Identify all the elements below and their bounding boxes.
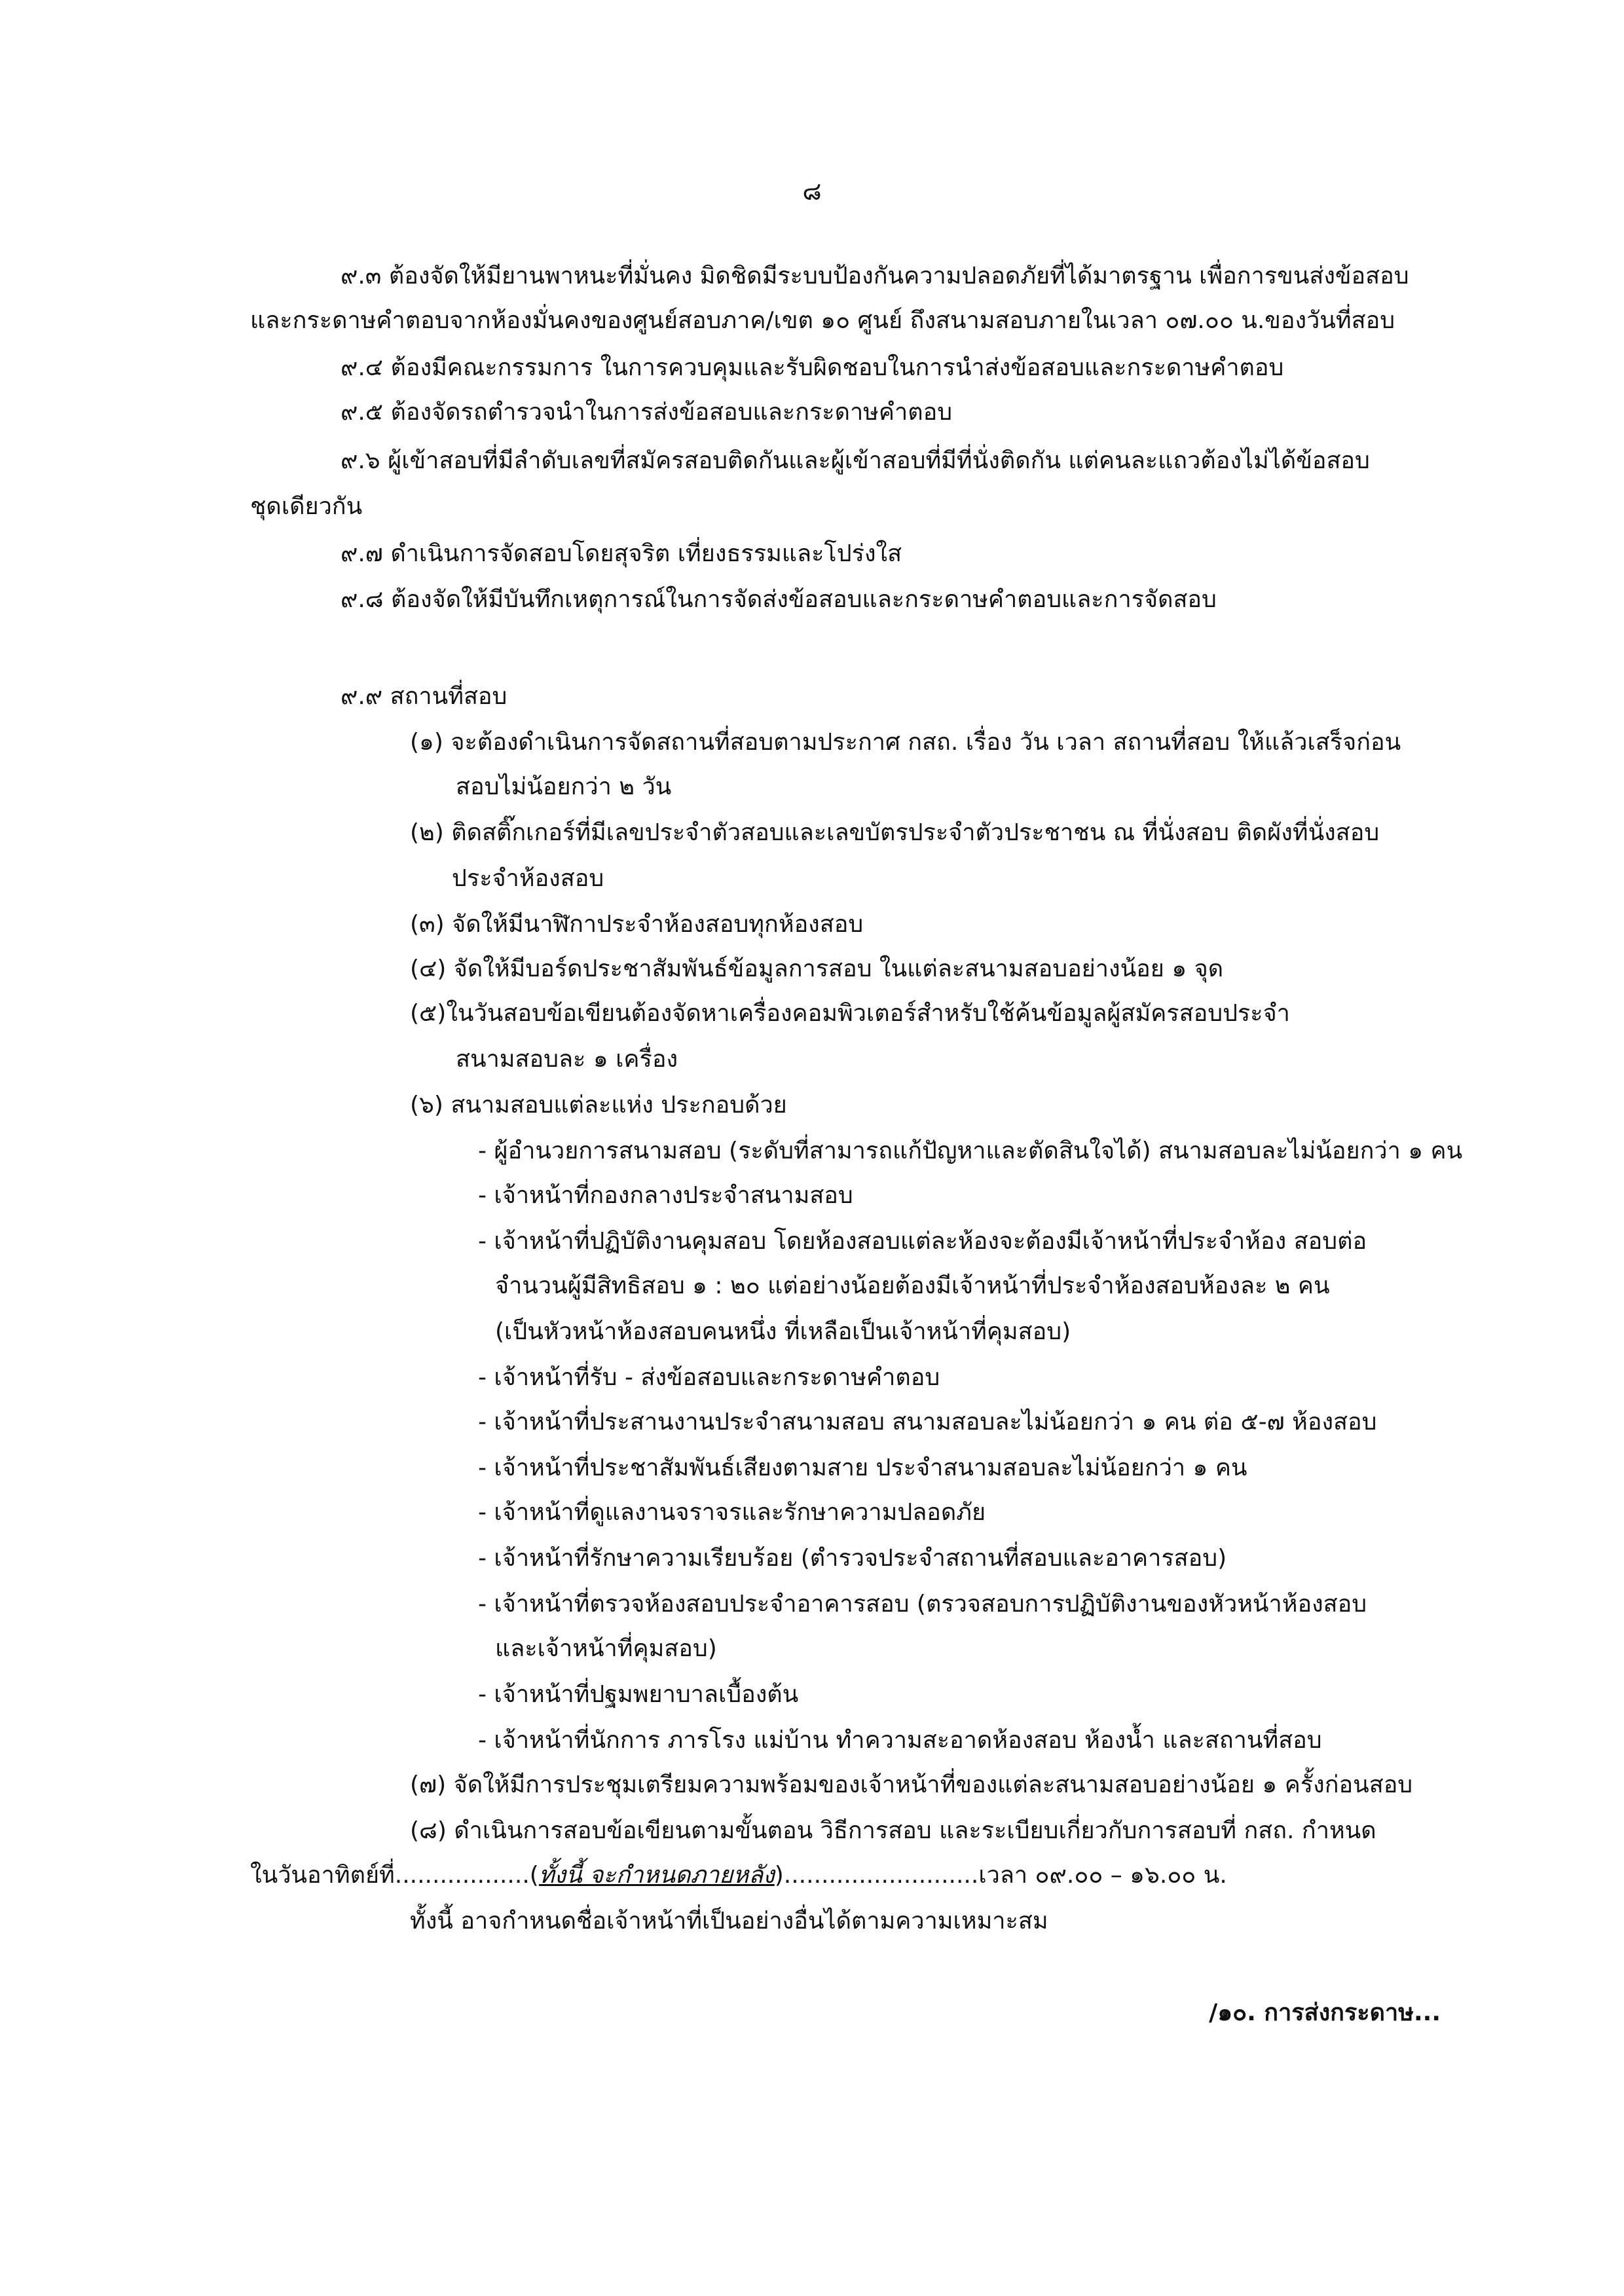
sub-item-8-line-1: (๘) ดำเนินการสอบข้อเขียนตามขั้นตอน วิธีการสอบ และระเบียบเกี่ยวกับการสอบที่ กสถ. กำหนด	[410, 1817, 1376, 1844]
staff-item-10: - เจ้าหน้าที่ปฐมพยาบาลเบื้องต้น	[478, 1681, 799, 1708]
sub-item-5-line-2: สนามสอบละ ๑ เครื่อง	[456, 1046, 678, 1073]
item-9-4: ๙.๔ ต้องมีคณะกรรมการ ในการควบคุมและรับผิดชอบในการนำส่งข้อสอบและกระดาษคำตอบ	[341, 354, 1284, 381]
exam-date-time: )..........................เวลา ๐๙.๐๐ – ๑๖.๐๐ น.	[774, 1862, 1227, 1889]
sub-item-8-line-2	[250, 1856, 1227, 1895]
exam-date-prefix: ในวันอาทิตย์ที่..................(	[250, 1862, 539, 1889]
sub-item-5-line-1: (๕)ในวันสอบข้อเขียนต้องจัดหาเครื่องคอมพิวเตอร์สำหรับใช้ค้นข้อมูลผู้สมัครสอบประจำ	[410, 1000, 1290, 1027]
sub-item-2-line-1: (๒) ติดสติ๊กเกอร์ที่มีเลขประจำตัวสอบและเลขบัตรประจำตัวประชาชน ณ ที่นั่งสอบ ติดผังที่นั่งสอบ	[410, 819, 1380, 846]
staff-item-3-line-3: (เป็นหัวหน้าห้องสอบคนหนึ่ง ที่เหลือเป็นเจ้าหน้าที่คุมสอบ)	[495, 1318, 1071, 1345]
item-9-5: ๙.๕ ต้องจัดรถตำรวจนำในการส่งข้อสอบและกระดาษคำตอบ	[341, 399, 953, 426]
item-9-6-line-2: ชุดเดียวกัน	[250, 493, 363, 520]
sub-item-3: (๓) จัดให้มีนาฬิกาประจำห้องสอบทุกห้องสอบ	[410, 911, 864, 938]
sub-item-1-line-1: (๑) จะต้องดำเนินการจัดสถานที่สอบตามประกาศ กสถ. เรื่อง วัน เวลา สถานที่สอบ ให้แล้วเสร็จก่อน	[410, 729, 1401, 756]
next-page-continuation: /๑๐. การส่งกระดาษ...	[1209, 1999, 1441, 2026]
staff-item-6: - เจ้าหน้าที่ประชาสัมพันธ์เสียงตามสาย ประจำสนามสอบละไม่น้อยกว่า ๑ คน	[478, 1454, 1247, 1481]
item-9-9-heading: ๙.๙ สถานที่สอบ	[341, 683, 507, 710]
staff-item-11: - เจ้าหน้าที่นักการ ภารโรง แม่บ้าน ทำความสะอาดห้องสอบ ห้องน้ำ และสถานที่สอบ	[478, 1727, 1322, 1754]
item-9-7: ๙.๗ ดำเนินการจัดสอบโดยสุจริต เที่ยงธรรมและโปร่งใส	[341, 540, 902, 567]
sub-item-7: (๗) จัดให้มีการประชุมเตรียมความพร้อมของเจ้าหน้าที่ของแต่ละสนามสอบอย่างน้อย ๑ ครั้งก่อนสอบ	[410, 1771, 1413, 1798]
sub-item-1-line-2: สอบไม่น้อยกว่า ๒ วัน	[456, 773, 672, 800]
staff-item-8: - เจ้าหน้าที่รักษาความเรียบร้อย (ตำรวจประจำสถานที่สอบและอาคารสอบ)	[478, 1545, 1227, 1572]
staff-item-3-line-2: จำนวนผู้มีสิทธิสอบ ๑ : ๒๐ แต่อย่างน้อยต้องมีเจ้าหน้าที่ประจำห้องสอบห้องละ ๒ คน	[495, 1272, 1330, 1299]
exam-date-note: ทั้งนี้ จะกำหนดภายหลัง	[538, 1862, 775, 1889]
sub-item-2-line-2: ประจำห้องสอบ	[452, 865, 604, 892]
staff-item-4: - เจ้าหน้าที่รับ - ส่งข้อสอบและกระดาษคำตอบ	[478, 1364, 940, 1391]
item-9-3-line-1: ๙.๓ ต้องจัดให้มียานพาหนะที่มั่นคง มิดชิดมีระบบป้องกันความปลอดภัยที่ได้มาตรฐาน เพื่อการขนส่งข้อสอบ	[341, 263, 1409, 289]
staff-item-1: - ผู้อำนวยการสนามสอบ (ระดับที่สามารถแก้ปัญหาและตัดสินใจได้) สนามสอบละไม่น้อยกว่า ๑ คน	[478, 1138, 1463, 1164]
item-9-8: ๙.๘ ต้องจัดให้มีบันทึกเหตุการณ์ในการจัดส่งข้อสอบและกระดาษคำตอบและการจัดสอบ	[341, 586, 1217, 613]
staff-item-9-line-2: และเจ้าหน้าที่คุมสอบ)	[495, 1635, 717, 1662]
page-number: ๘	[802, 177, 822, 206]
staff-item-7: - เจ้าหน้าที่ดูแลงานจราจรและรักษาความปลอดภัย	[478, 1499, 986, 1526]
staff-item-9-line-1: - เจ้าหน้าที่ตรวจห้องสอบประจำอาคารสอบ (ตรวจสอบการปฏิบัติงานของหัวหน้าห้องสอบ	[478, 1591, 1367, 1618]
staff-item-5: - เจ้าหน้าที่ประสานงานประจำสนามสอบ สนามสอบละไม่น้อยกว่า ๑ คน ต่อ ๕-๗ ห้องสอบ	[478, 1409, 1377, 1435]
staff-item-2: - เจ้าหน้าที่กองกลางประจำสนามสอบ	[478, 1182, 853, 1209]
staff-item-3-line-1: - เจ้าหน้าที่ปฏิบัติงานคุมสอบ โดยห้องสอบแต่ละห้องจะต้องมีเจ้าหน้าที่ประจำห้อง สอบต่อ	[478, 1228, 1367, 1255]
item-9-6-line-1: ๙.๖ ผู้เข้าสอบที่มีลำดับเลขที่สมัครสอบติดกันและผู้เข้าสอบที่มีที่นั่งติดกัน แต่คนละแถวต้องไม่ได้ข้อสอบ	[341, 447, 1370, 474]
closing-note: ทั้งนี้ อาจกำหนดชื่อเจ้าหน้าที่เป็นอย่างอื่นได้ตามความเหมาะสม	[410, 1908, 1048, 1935]
sub-item-4: (๔) จัดให้มีบอร์ดประชาสัมพันธ์ข้อมูลการสอบ ในแต่ละสนามสอบอย่างน้อย ๑ จุด	[410, 955, 1224, 982]
sub-item-6: (๖) สนามสอบแต่ละแห่ง ประกอบด้วย	[410, 1092, 787, 1119]
item-9-3-line-2: และกระดาษคำตอบจากห้องมั่นคงของศูนย์สอบภาค/เขต ๑๐ ศูนย์ ถึงสนามสอบภายในเวลา ๐๗.๐๐ น.ของวันที่สอบ	[250, 307, 1395, 334]
